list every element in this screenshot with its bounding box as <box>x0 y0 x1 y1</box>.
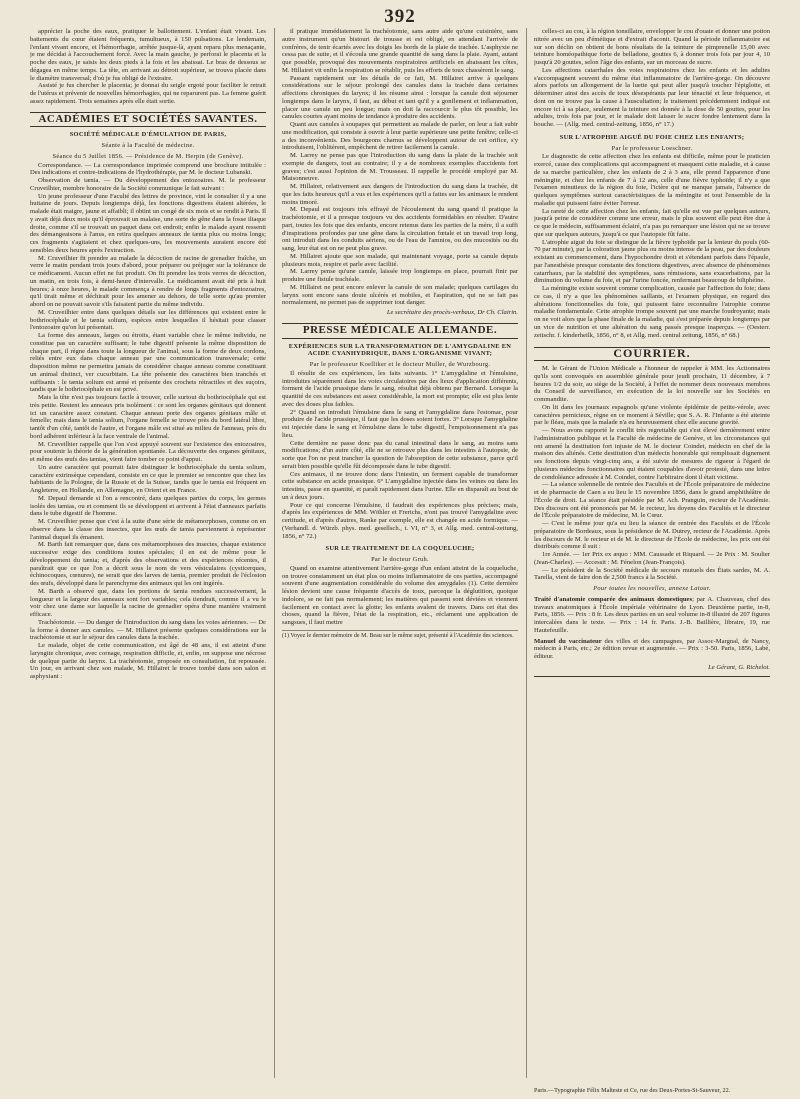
paragraph: Il résulte de ces expériences, les faits suivants. 1° L'amygdaline et l'émulsine, introduites séparément dans les voies circulatoires par des lieux d'application différents, forment de l'acide prussique dans le sang, résultat déjà obtenu par Bernard. Lorsque la quantité de ces substances est assez considérable, la mort est prompte; elle est plus lente avec des doses plus faibles. <box>282 369 518 408</box>
session-line: Séance du 5 Juillet 1856. — Présidence de M. Herpin (de Genève). <box>52 152 244 160</box>
section-heading: ACADÉMIES ET SOCIÉTÉS SAVANTES. <box>30 112 266 128</box>
society-subtitle: Séante à la Faculté de médecine. <box>101 142 195 149</box>
paragraph: Un autre caractère qui pourrait faire distinguer le bothriocéphale du tænia solium, caractère extrinsèque cependant, consiste en ce que le premier se rencontre que chez les habitants de la Pologne, de la Russie et de la Suisse, tandis que le tænia est fréquent en Angleterre, en Hollande, en Allemagne, en Orient et en France. <box>30 463 266 494</box>
paragraph: L'atrophie aiguë du foie se distingue de la fièvre typhoïde par la lenteur du pouls (60-70 par minute), par la coloration jaune plus ou moins intense de la peau, par des douleurs existant au commencement, dans l'hypochondre droit et s'étendant parfois dans l'épaule, par l'anesthésie presque constante des fonctions digestives, avec absence de phénomènes catarrhaux, par la stabilité des symptômes, sans rémissions, sans exacerbations, par la diminution du volume du foie, et par l'urine foncée, renfermant beaucoup de biliphéine. <box>534 238 770 285</box>
paragraph: M. Hillairet ne peut encore enlever la canule de son malade; quelques cartilages du larynx sont encore sans doute ulcérés et mobiles, et l'aspiration, qui ne se fait pas normalement, ne permet pas de supprimer tout danger. <box>282 283 518 307</box>
paragraph: La forme des anneaux, larges ou étroits, étant variable chez le même individu, ne constitue pas un caractère suffisant; le tube digestif présente la même disposition de chaque part, il règne dans toute la longueur de l'animal, sous la forme de deux cordons, reliés entre eux dans chaque anneau par une communication transversale; cette disposition même ne permettra jamais de considérer chaque anneau comme constituant un animal distinct, ver cucurbitain. La tête présente des caractères bien tranchés et suffisants : le tænia solium est armé et présente des crochets rétractiles et des suçoirs, tandis que le bothriocéphale en est privé. <box>30 332 266 394</box>
paragraph: M. le Gérant de l'Union Médicale a l'honneur de rappeler à MM. les Actionnaires qu'ils sont convoqués en assemblée générale pour jeudi prochain, 11 décembre, à 7 heures 1/2 du soir, au siège de la Société, à l'effet de nommer deux nouveaux membres du Conseil de surveillance, en exécution de la loi nouvelle sur les Sociétés en commandite. <box>534 365 770 403</box>
paragraph: On lit dans les journaux espagnols qu'une violente épidémie de petite-vérole, avec caractères pernicieux, règne en ce moment à Séville; que S. A. R. l'Infante a été atteinte par le fléau, mais que la malade n'a eu heureusement chez elle aucune gravité. <box>534 403 770 427</box>
paragraph: — Nous avons rapporté le conflit très regrettable qui s'est élevé dernièrement entre l'administration publique et la Faculté de médecine de Genève, et les circonstances qui ont amené la destitution fort injuste de M. le docteur Coindet, médecin en chef de la maison des aliénés. Cette destitution d'un médecin honorable qui remplissait dignement ses fonctions depuis vingt-cinq ans, a été suivie de mesures de rigueur à l'égard de plusieurs médecins fonctionnaires qui étaient coupables d'avoir protesté, dans une lettre de condoléance adressée à M. Coindet, contre l'arbitraire dont il était victime. <box>534 427 770 481</box>
paragraph: Passant rapidement sur les détails de ce fait, M. Hillairet arrive à quelques considérations sur le séjour prolongé des canules dans la trachée dans certaines affections chroniques du larynx; il les résume ainsi : lorsque la canule doit séjourner longtemps dans le larynx, il faut, au début et tant qu'il y a gonflement et inflammation, placer une canule un peu longue; mais on doit la raccourcir le plus tôt possible, les canules courtes ayant moins de tendance à produire des accidents. <box>282 74 518 121</box>
paragraph: Cette dernière ne passe donc pas du canal intestinal dans le sang, au moins sans modifications; d'un autre côté, elle ne se retrouve plus dans les intestins à l'autopsie, de sorte que l'on ne peut trancher la question de l'absorption de cette substance, parce qu'il serait bien possible qu'elle fût décomposée dans le tube digestif. <box>282 439 518 470</box>
paragraph: Assisté je fus chercher le placenta; je donnai du seigle ergoté pour faciliter le retrait de l'utérus et prévenir de nouvelles hémorrhagies, qui ne reparurent pas. La femme guérit assez rapidement. Trois semaines après elle était sortie. <box>30 82 266 105</box>
paragraph: M. Cruveilhier pense que c'est à la suite d'une série de métamorphoses, comme on en observe dans la classe des insectes, que les œufs de tænia parviennent à représenter l'animal duquel ils émanent. <box>30 518 266 541</box>
footer-rule <box>534 676 770 677</box>
paragraph: La rareté de cette affection chez les enfants, fait qu'elle est vue par quelques auteurs, jusqu'à peine de considérer comme une erreur, mais le plus souvent elle peut être due à ce que le médecin, suffisamment éclairé, n'a pas pu remarquer une lésion qui ne se trouve que sur quelques auteurs, jusqu'à ce que l'autopsie fût faite. <box>534 207 770 238</box>
paragraph: Quand on examine attentivement l'arrière-gorge d'un enfant atteint de la coqueluche, on trouve constamment un état plus ou moins inflammatoire de ces parties, accompagné souvent d'une augmentation considérable du volume des amygdales (1). Cette dernière lésion devient une cause fréquente d'accès de toux, parceque la déglutition, quoique indolore, se ne fait pas normalement; les matières qui passent sont déviées et viennent facilement en contact avec la glotte; les enfants avalent de travers. Dans cet état des choses, quand la fièvre, l'état de la respiration, etc., réclament une application de sangsues, il faut mettre <box>282 564 518 626</box>
paragraph: Ces animaux, il ne trouve donc dans l'intestin, un ferment capable de transformer cette substance en acide prussique. 6° L'amygdaline injectée dans les veines ou dans les intestins, passe en quantité, et paraît rapidement dans l'urine. Elle en disparaît au bout de un à deux jours. <box>282 470 518 501</box>
paragraph: — Le président de la Société médicale de secours mutuels des États sardes, M. A. Tarella, vient de faire don de 2,500 francs à la Société. <box>534 566 770 582</box>
column-divider <box>274 28 275 1078</box>
manual-notice <box>534 638 770 661</box>
paragraph: Pour ce qui concerne l'émulsine, il faudrait des expériences plus précises; mais, d'après les expériences de MM. Wöhler et Frerichs, n'ont pas trouvé l'amygdaline avec certitude, et d'après d'autres, Ranke par exemple, elle est changée en acide formique. — (Verhandl. d. Würzb. phys. med. gesellsch., t. VI, n° 3, et Allg. med. central-zeitung, 1856, n° 72.) <box>282 501 518 540</box>
gerant-signature: Le Gérant, G. Richelot. <box>708 663 770 671</box>
paragraph: Quant aux canules à soupapes qui permettent au malade de parler, on leur a fait subir une modification, qui consiste à ouvrir à leur partie supérieure une petite fenêtre; celle-ci a des inconvénients. Des bourgeons charnus se développent autour de cet orifice, s'y introduisent, l'oblitèrent, empêchent de retirer facilement la canule. <box>282 121 518 152</box>
paragraph: M. Barth a observé que, dans les portions de tænia rendues successivement, la longueur et la largeur des anneaux sont fort variables; cela tiendrait, comme il a vu le voir chez une dame sur laquelle la racine de grenadier opéra d'une manière vraiment efficace. <box>30 587 266 618</box>
courrier-heading: COURRIER. <box>534 347 770 361</box>
paragraph: apprécier la poche des eaux, pratiquer le ballottement. L'enfant était vivant. Les battements du cœur étaient fréquents, tumultueux, à 150 pulsations. Le lendemain, l'enfant vivant encore, et l'hémorrhagie, arrêtée jusque-là, ayant reparu plus menaçante, je me décidai à l'accouchement forcé. Avec la main gauche, je perforai le placenta et la poche des eaux, je saisis les deux pieds à la fois et les abaissai. Le bras de dessous se dégagea en même temps. La tête, en arrivant au détroit supérieur, se trouva placée dans le diamètre transversal; d'où je fus obligé de l'extraire. <box>30 28 266 82</box>
article-author: Par le professeur Loeschner. <box>611 144 693 152</box>
paragraph: M. Barth fait remarquer que, dans ces métamorphoses des insectes, chaque existence successive exige des conditions toutes spéciales; il en est de même pour le développement du tænia; et, d'après des observations et des expériences récentes, il paraîtrait que ce que l'on a décrit sous le nom de vers vésiculaires (cysticerques, échinocoques, cœnures), ne serait que des larves de tænia, premier produit de l'éclosion des œufs, développé dans le parenchyme des animaux qui les ont ingérés. <box>30 541 266 587</box>
article-author: Par le docteur Gruh. <box>371 556 429 563</box>
column-left <box>30 28 266 1078</box>
paragraph: — La séance solennelle de rentrée des Facultés et de l'École préparatoire de médecine et de pharmacie de Caen a eu lieu le 15 novembre 1856, dans le grand amphithéâtre de l'École de droit. La séance était présidée par M. Ach. Pranguin, recteur de l'Académie. Des discours ont été prononcés par M. le recteur, les doyens des Facultés et le directeur de l'École préparatoire de médecine, M. le Cœur. <box>534 481 770 520</box>
paragraph: M. Cruveilhier entre dans quelques détails sur les différences qui existent entre le bothriocéphale et le tænia solium, espèces entre lesquelles il hésitait pour classer l'entozoaire qu'on lui présentait. <box>30 308 266 332</box>
paragraph: Les affections catarrhales des voies respiratoires chez les enfants et les adultes s'accompagnent souvent du même état inflammatoire de l'arrière-gorge. On découvre alors parfois un allongement de la luette qui peut aller jusqu'à toucher l'épiglotte, et déterminer ainsi des accès de toux désespérants par leur ténacité et leur fréquence, et dont on ne trouve pas la cause à l'auscultation; le traitement précédemment indiqué est encore ici à sa place, seulement la teinture est donnée à la dose de 50 gouttes, pour les adultes, trois fois par jour, et le malade doit laisser le sucre fondre lentement dans la bouche. — (Allg. med. central-zeitung, 1856, n° 17.) <box>534 66 770 128</box>
column-divider <box>526 28 527 1078</box>
paragraph: La méningite existe souvent comme complication, causée par l'affection du foie; dans ce cas, il n'y a que les phénomènes saillants, et l'examen physique, en regard des altérations fonctionnelles du foie, qui puissent faire reconnaître l'atrophie comme maladie fondamentale. Cette atrophie trompe souvent par une marche foudroyante; mais on ne voit alors que la phase finale de la maladie, qui s'est préparée depuis longtemps par un vice de nutrition et une altération du sang passés presque inaperçus. — (Oesterr. zeitschr. f. kinderheilk, 1856, n° 8, et Allg. med. central zeitung, 1856, n° 68.) <box>534 285 770 339</box>
paragraph: M. Depaul demande si l'on a rencontré, dans quelques parties du corps, les germes isolés des tænias, ou et comment ils se développent et arrivent à l'état d'anneaux parfaits dans le tube digestif de l'homme. <box>30 494 266 518</box>
paragraph: M. Larrey ne pense pas que l'introduction du sang dans la plaie de la trachée soit exempte de dangers, tout au contraire; il y a de nombreux exemples d'accidents fort graves; c'est aussi l'opinion de M. Trousseau. Il rappelle le procédé employé par M. Maisonneuve. <box>282 152 518 183</box>
book-title: Traité d'anatomie comparée des animaux domestiques <box>534 595 693 603</box>
secretary-signature: Le secrétaire des procès-verbaux, Dr Ch. Clairin. <box>386 309 518 316</box>
paragraph: M. Cruveilhier fit prendre au malade la décoction de racine de grenadier fraîche, un verre le matin pendant trois jours d'abord, pour préparer ou préjuger sur la tolérance de ce médicament. Aucun effet ne fut produit. On fit prendre les trois verres de décoction, un matin, en trois fois, à demi-heure d'intervalle. Le médicament avait été pris à huit heures; à onze heures, le malade commença à rendre de longs fragments d'entozoaires, qu'il tirait même et déchirait pour les amener au dehors, de telle sorte qu'au premier abord on ne pouvait savoir s'ils faisaient partie du même individu. <box>30 254 266 308</box>
paragraph: Observation de tænia. — Du développement des entozoaires. M. le professeur Cruveilhier, membre honoraire de la Société communique le fait suivant : <box>30 177 266 192</box>
article-title: SUR LE TRAITEMENT DE LA COQUELUCHE; <box>325 545 475 553</box>
paragraph: M. Depaul est toujours très effrayé de l'écoulement du sang quand il pratique la trachéotomie, et il a presque toujours vu des accidents formidables en résulter. D'autre part, toutes les fois que des enfants, encore retenus dans les parties de la mère, il a suffi d'inspirations profondes par une gêne dans la circulation fœtale et un travail trop long, ont introduit dans les conduits aériens, ou de l'eau de l'amnios, ou des mucosités ou du sang, leur état est on ne peut plus grave. <box>282 206 518 252</box>
paragraph: Le diagnostic de cette affection chez les enfants est difficile, même pour le praticien exercé, cause des complications qui accompagnent et masquent cette maladie, et à cause de sa marche particulière, chez les enfants de 2 à 3 ans, elle prend l'apparence d'une méningite, et chez les enfants de 7 à 12 ans, celle d'une fièvre typhoïde; il n'y a que l'examen minutieux de la région du foie, l'ictère qui ne manque jamais, l'absence de quelques symptômes surtout caractéristiques de la méningite et tout l'ensemble de la maladie qui puissent faire éviter l'erreur. <box>534 153 770 207</box>
column-right <box>534 28 770 1078</box>
book-text: ; par A. Chauveau, chef des travaux anatomiques à l'École impériale vétérinaire de Lyon. Deuxième partie, in-8, Paris, 1856. — Prix : 8 fr. Les deux parties en un seul volume in-8 illustré de 207 figures intercalées dans le texte. — Prix : 14 fr. Paris. J.-B. Baillière, libraire, 19, rue Hautefeuille. <box>534 595 770 634</box>
paragraph: M. Cruveilhier rappelle que l'on s'est appuyé souvent sur l'existence des entozoaires, pour soutenir la théorie de la génération spontanée. La découverte des organes génitaux, et même des œufs des tænias, vient faire tomber ce point d'appui. <box>30 440 266 463</box>
manual-title: Manuel du vaccinateur <box>534 637 602 645</box>
paragraph: — C'est le même jour qu'a eu lieu la séance de rentrée des Facultés et de l'École préparatoire de Bordeaux, sous la présidence de M. Dutrey, recteur de l'Académie. Après les discours de M. le recteur et de M. le directeur de l'École de médecine, les prix ont été distribués comme il suit : <box>534 520 770 551</box>
printer-imprint: Paris.—Typographie Félix Malteste et Ce, rue des Deux-Portes-St-Sauveur, 22. <box>534 1087 731 1094</box>
society-title: SOCIÉTÉ MÉDICALE D'ÉMULATION DE PARIS, <box>69 131 227 139</box>
article-authors: Par le professeur Koelliker et le docteur Muller, de Wurzbourg. <box>309 361 491 368</box>
column-middle <box>282 28 518 1078</box>
paragraph: Correspondance. — La correspondance imprimée comprend une brochure intitulée : Des indications et contre-indications de l'hydrothérapie, par M. le docteur Lubanski. <box>30 161 266 177</box>
paragraph: M. Larrey pense qu'une canule, laissée trop longtemps en place, pourrait finir par produire une fistule trachéale. <box>282 268 518 283</box>
manual-text: des villes et des campagnes, par Assoc-Margnal, de Nancy, médecin à Paris, etc.; 2e édition revue et augmentée. — Prix : 3-50. Paris, 1856, Labé, éditeur. <box>534 637 770 660</box>
paragraph: 1re Année. — 1er Prix ex æquo : MM. Caussade et Riquard. — 2e Prix : M. Soulier (Jean-Charles). — Accessit : M. Fénelon (Jean-François). <box>534 551 770 566</box>
paragraph: 2° Quand on introduit l'émulsine dans le sang et l'amygdaline dans l'estomac, pour produire de l'acide prussique, il faut que les doses soient fortes. 3° Lorsque l'amygdaline est injectée dans le sang et l'émulsine dans le tube digestif, l'empoisonnement n'a pas lieu. <box>282 408 518 439</box>
paragraph: M. Hillairet ajoute que son malade, qui maintenant voyage, porte sa canule depuis plusieurs mois, respire et parle avec facilité. <box>282 252 518 268</box>
paragraph: Trachéotomie. — Du danger de l'introduction du sang dans les voies aériennes. — De la forme à donner aux canules. — M. Hillairet présente quelques considérations sur la trachéotomie et sur le séjour des canules dans la trachée. <box>30 618 266 642</box>
section-heading: PRESSE MÉDICALE ALLEMANDE. <box>282 323 518 339</box>
footnote: (1) Voyez le dernier mémoire de M. Beau sur le même sujet, présenté à l'Académie des sciences. <box>282 630 518 641</box>
article-title: EXPÉRIENCES SUR LA TRANSFORMATION DE L'AMYGDALINE EN ACIDE CYANHYDRIQUE, DANS L'ORGANISME VIVANT; <box>288 342 512 358</box>
paragraph: il pratique immédiatement la trachéotomie, sans autre aide qu'une cuisinière, sans autre instrument qu'un bistouri de trousse et est obligé, en attendant l'arrivée de confrères, de tenir écartés avec les doigts les bords de la plaie de trachée. L'asphyxie ne cessa pas de suite, et il s'écoula une grande quantité de sang dans la plaie. Ayant, autant que possible, provoqué des mouvements respiratoires artificiels en abaissant les côtes, M. Hillairet vit enfin la respiration se rétablir, puis les efforts de toux chassèrent le sang. <box>282 28 518 74</box>
paragraph: celles-ci au cou, à la région tonsillaire, envelopper le cou d'ouate et donner une potion nitrée avec un peu d'émétique et d'extrait d'aconit. Quand la période inflammatoire est sur son déclin on obtient de bons résultats de la teinture de pimprenelle 15,00 avec teinture homéopathique forte de belladone, gouttes 6, à donner trois fois par jour 4, 10 jusqu'à 20 gouttes, selon l'âge des enfants, sur un morceau de sucre. <box>534 28 770 66</box>
paragraph: M. Hillairet, relativement aux dangers de l'introduction du sang dans la trachée, dit que les faits heureux qu'il a vus et les expériences qu'il a faites sur les animaux le rendent moins timoré. <box>282 183 518 206</box>
paragraph: Le malade, objet de cette communication, est âgé de 48 ans, il est atteint d'une laryngite chronique, avec cornage, respiration difficile, et, enfin, on suppose une nécrose de quelque partie du larynx. La trachéotomie, proposée en consultation, fut repoussée. Un jour, en arrivant chez son malade, M. Hillairet le trouve tombé dans son salon et asphyxiant : <box>30 642 266 680</box>
subscriptions-line: Pour toutes les nouvelles, annexe Latour. <box>593 585 711 592</box>
article-title: SUR L'ATROPHIE AIGUË DU FOIE CHEZ LES ENFANTS; <box>559 133 745 141</box>
paragraph: Mais la tête n'est pas toujours facile à trouver, celle surtout du bothriocéphale qui est très petite. Restent les anneaux pris isolément : ce sont les organes génitaux qui donnent ici un caractère assez constant. Chaque anneau porte des organes génitaux mâle et femelle; mais dans le tænia solium, l'organe femelle se trouve près du bord latéral libre, tantôt d'un côté, tantôt de l'autre, et l'organe mâle est situé au milieu de l'anneau, près du bord adhérent inférieur à la face ventrale de l'animal. <box>30 394 266 440</box>
page-number: 392 <box>384 6 416 27</box>
book-notice <box>534 596 770 635</box>
paragraph: Un jeune professeur d'une Faculté des lettres de province, vint le consulter il y a une huitaine de jours. Depuis longtemps déjà, les fonctions digestives étaient altérées, le malade était maigre, jaune et affaibli; il obtint un congé de six mois et se rendit à Paris. Il y avait déjà deux mois qu'il éprouvait un malaise, une sorte de gêne dans la fosse iliaque droite, comme s'il se trouvait un paquet dans cet endroit; enfin le malade ayant ressenti des démangeaisons à l'anus, en retira quelques anneaux de tænia plus ou moins longs; ces fragments s'agitaient et chez quelques-uns, les mouvements auraient encore été sensibles deux heures après l'extraction. <box>30 192 266 254</box>
